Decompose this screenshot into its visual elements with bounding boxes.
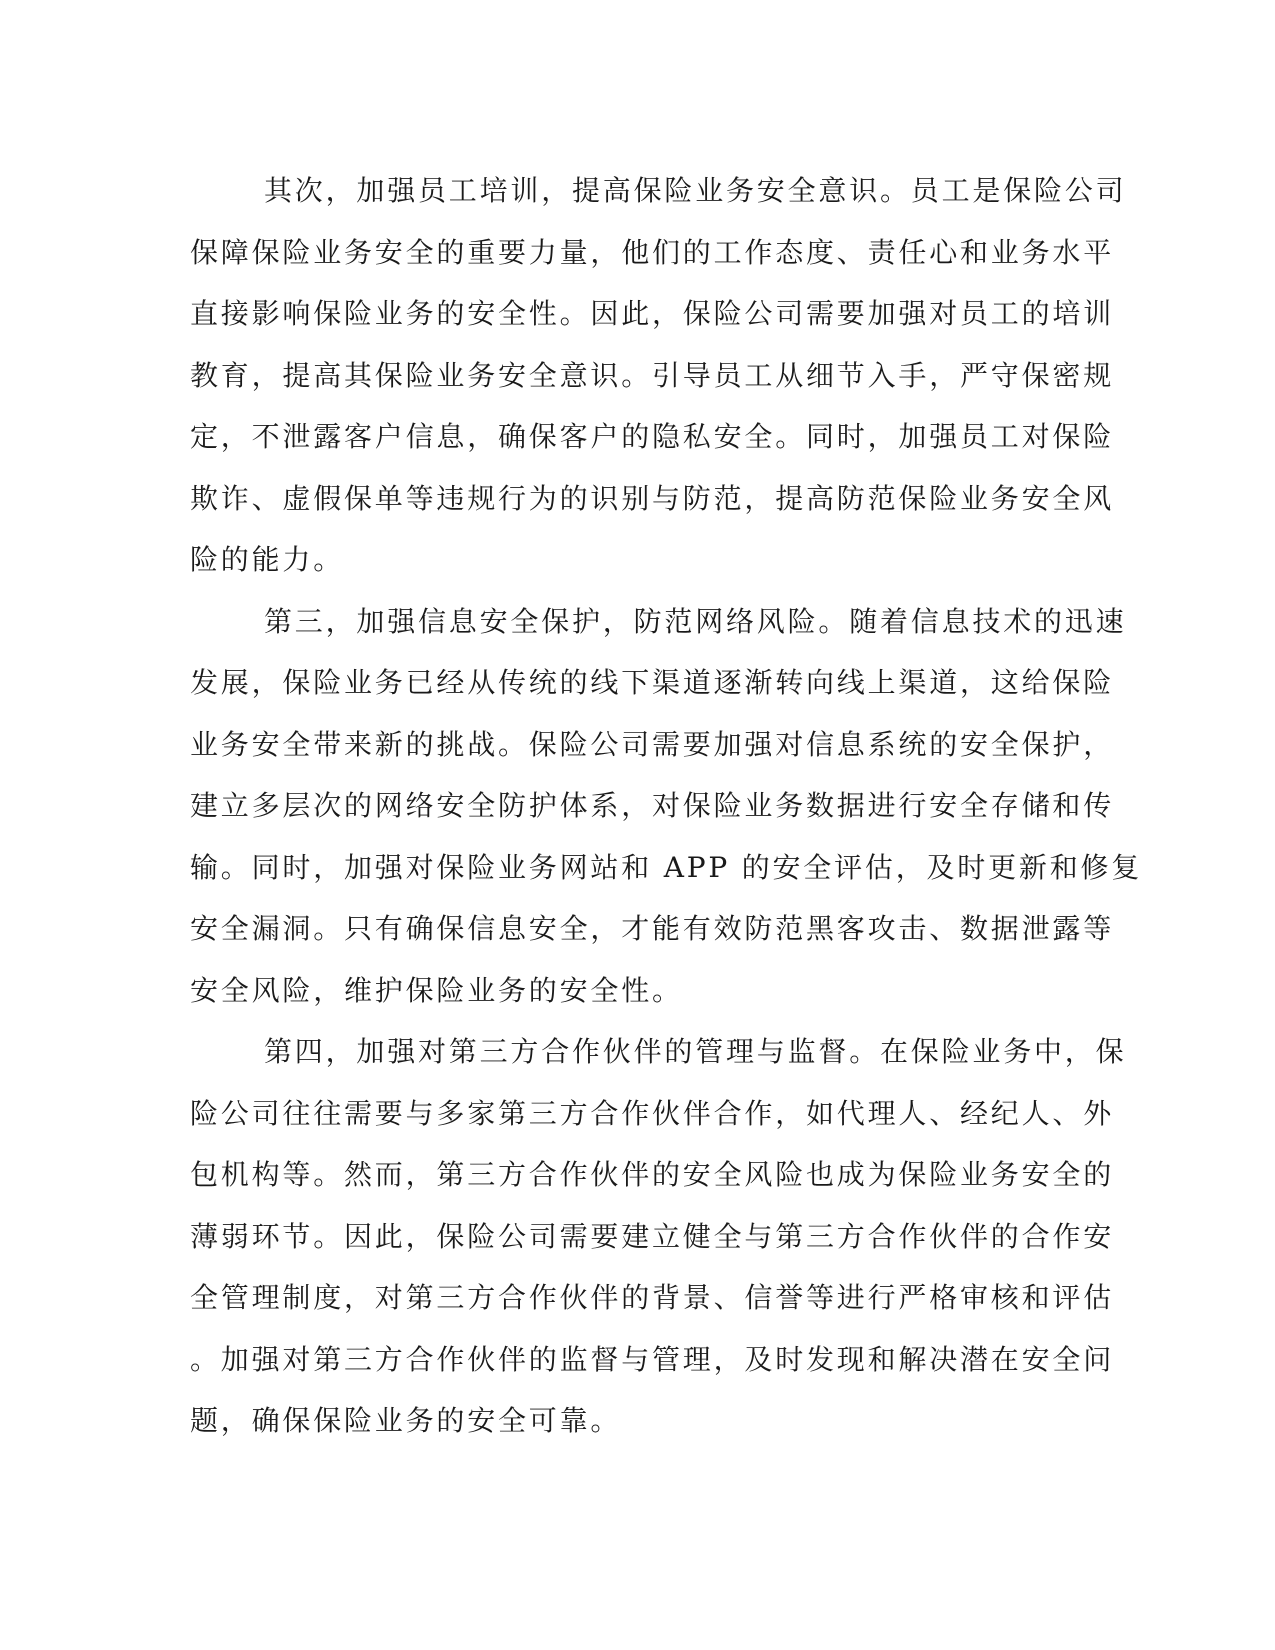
text-line: 第四，加强对第三方合作伙伴的管理与监督。在保险业务中，保 [264, 1035, 1127, 1068]
text-line: 定，不泄露客户信息，确保客户的隐私安全。同时，加强员工对保险 [190, 420, 1115, 453]
text-line: 险公司往往需要与多家第三方合作伙伴合作，如代理人、经纪人、外 [190, 1096, 1115, 1130]
text-line: 题，确保保险业务的安全可靠。 [190, 1404, 622, 1437]
text-line: 输。同时，加强对保险业务网站和 APP 的安全评估，及时更新和修复 [190, 850, 1143, 884]
text-line: 欺诈、虚假保单等违规行为的识别与防范，提高防范保险业务安全风 [190, 481, 1115, 515]
text-line: 保障保险业务安全的重要力量，他们的工作态度、责任心和业务水平 [190, 235, 1115, 269]
text-line: 安全漏洞。只有确保信息安全，才能有效防范黑客攻击、数据泄露等 [190, 912, 1115, 945]
text-line: 直接影响保险业务的安全性。因此，保险公司需要加强对员工的培训 [190, 297, 1115, 330]
text-line: 全管理制度，对第三方合作伙伴的背景、信誉等进行严格审核和评估 [190, 1281, 1115, 1314]
text-line: 第三，加强信息安全保护，防范网络风险。随着信息技术的迅速 [264, 604, 1127, 638]
text-line: 。加强对第三方合作伙伴的监督与管理，及时发现和解决潜在安全问 [190, 1342, 1115, 1376]
text-line: 险的能力。 [190, 543, 345, 576]
paragraph-employee-training [190, 160, 1127, 591]
paragraph-third-party-partners [190, 1021, 1127, 1452]
text-line: 其次，加强员工培训，提高保险业务安全意识。员工是保险公司 [264, 174, 1127, 207]
text-line: 建立多层次的网络安全防护体系，对保险业务数据进行安全存储和传 [190, 789, 1115, 822]
text-line: 发展，保险业务已经从传统的线下渠道逐渐转向线上渠道，这给保险 [190, 666, 1115, 699]
text-line: 安全风险，维护保险业务的安全性。 [190, 973, 683, 1007]
paragraph-information-security [190, 591, 1143, 1022]
text-line: 包机构等。然而，第三方合作伙伴的安全风险也成为保险业务安全的 [190, 1158, 1115, 1191]
text-line: 业务安全带来新的挑战。保险公司需要加强对信息系统的安全保护， [190, 727, 1115, 761]
document-body [190, 160, 1143, 1452]
text-line: 薄弱环节。因此，保险公司需要建立健全与第三方合作伙伴的合作安 [190, 1219, 1115, 1253]
text-line: 教育，提高其保险业务安全意识。引导员工从细节入手，严守保密规 [190, 358, 1115, 392]
